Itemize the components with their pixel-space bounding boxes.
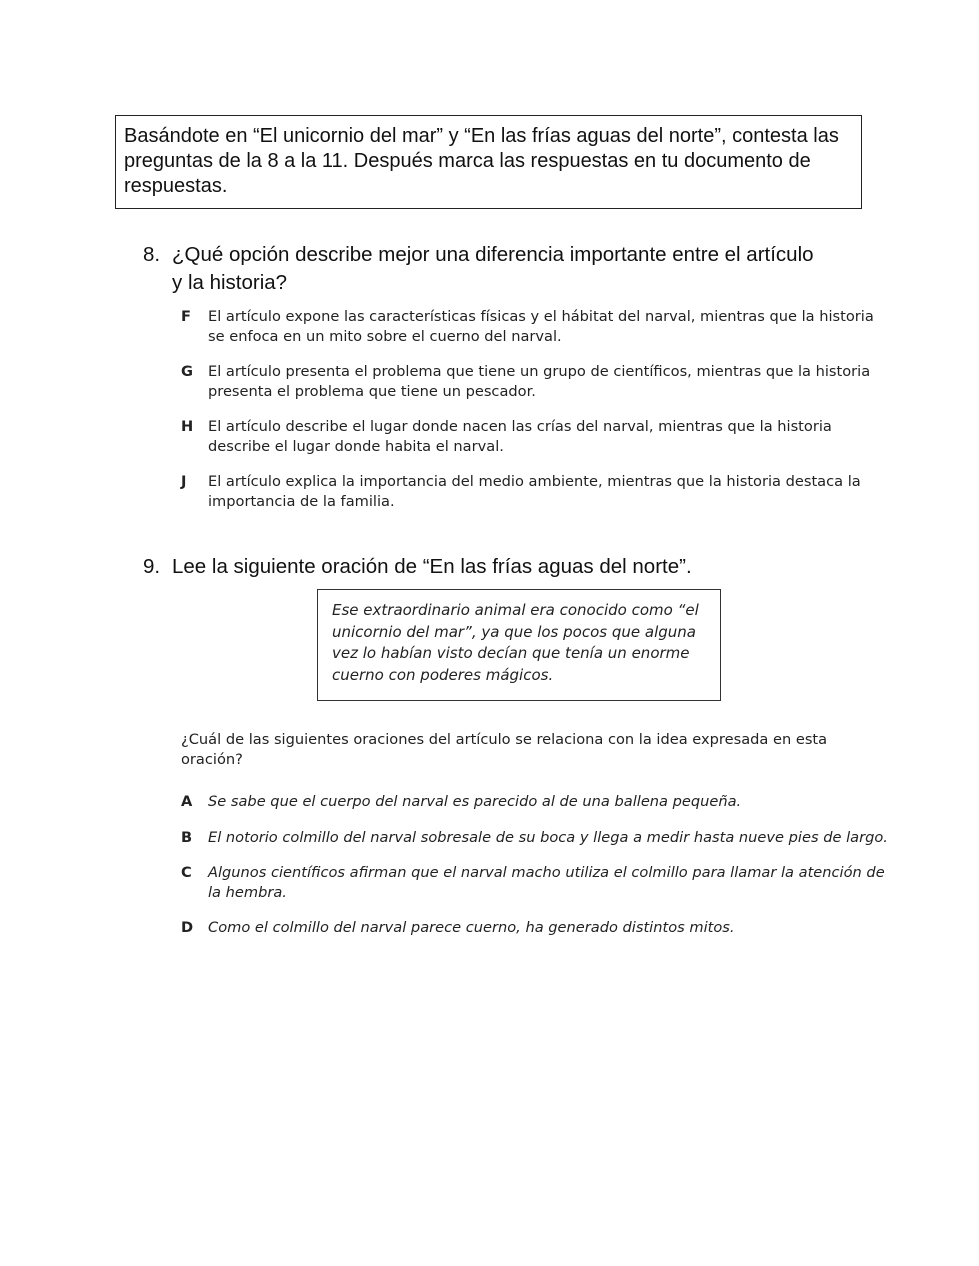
choice-h[interactable]: [181, 417, 893, 456]
choice-text: El artículo describe el lugar donde nacen las crías del narval, mientras que la historia describe el lugar donde habita el narval.: [208, 418, 832, 455]
choice-letter: A: [181, 793, 193, 810]
question-text: ¿Qué opción describe mejor una diferencia importante entre el artículo y la historia?: [172, 243, 814, 294]
choice-j[interactable]: [181, 472, 893, 511]
choice-letter: H: [181, 418, 194, 435]
choice-text: El artículo presenta el problema que tiene un grupo de científicos, mientras que la historia presenta el problema que tiene un pescador.: [208, 363, 871, 400]
choice-letter: F: [181, 308, 191, 325]
choice-g[interactable]: [181, 362, 893, 401]
choice-a[interactable]: [181, 792, 893, 812]
question-8: [143, 241, 822, 297]
instructions-box: [115, 115, 862, 209]
choice-letter: B: [181, 828, 193, 846]
choice-text: Se sabe que el cuerpo del narval es parecido al de una ballena pequeña.: [208, 793, 742, 810]
question-number: 9.: [143, 555, 161, 578]
choice-text: Algunos científicos afirman que el narval macho utiliza el colmillo para llamar la atención de la hembra.: [208, 864, 885, 901]
choice-text: El notorio colmillo del narval sobresale de su boca y llega a medir hasta nueve pies de largo.: [208, 828, 888, 846]
choice-letter: G: [181, 363, 193, 380]
choice-letter: J: [181, 473, 187, 490]
question-9: [143, 553, 822, 581]
question-number: 8.: [143, 243, 161, 266]
choice-d[interactable]: [181, 918, 893, 938]
choice-b[interactable]: [181, 828, 893, 848]
quote-box: [317, 589, 721, 701]
choice-letter: D: [181, 919, 194, 936]
choice-f[interactable]: [181, 307, 893, 346]
choice-letter: C: [181, 864, 192, 881]
question-9-choices: [181, 792, 893, 954]
question-text: Lee la siguiente oración de “En las frías aguas del norte”.: [172, 555, 692, 578]
choice-text: El artículo explica la importancia del medio ambiente, mientras que la historia destaca la importancia de la familia.: [208, 473, 861, 510]
choice-c[interactable]: [181, 863, 893, 902]
question-prompt: ¿Cuál de las siguientes oraciones del artículo se relaciona con la idea expresada en esta oración?: [181, 731, 828, 768]
choice-text: El artículo expone las características físicas y el hábitat del narval, mientras que la historia se enfoca en un mito sobre el cuerno del narval.: [208, 308, 874, 345]
choice-text: Como el colmillo del narval parece cuerno, ha generado distintos mitos.: [208, 919, 735, 936]
question-8-choices: [181, 307, 893, 527]
quote-text: Ese extraordinario animal era conocido como “el unicornio del mar”, ya que los pocos que alguna vez lo habían visto decían que tenía un enorme cuerno con poderes mágicos.: [332, 601, 699, 684]
instructions-text: Basándote en “El unicornio del mar” y “En las frías aguas del norte”, contesta las preguntas de la 8 a la 11. Después marca las respuestas en tu documento de respuestas.: [124, 125, 839, 197]
